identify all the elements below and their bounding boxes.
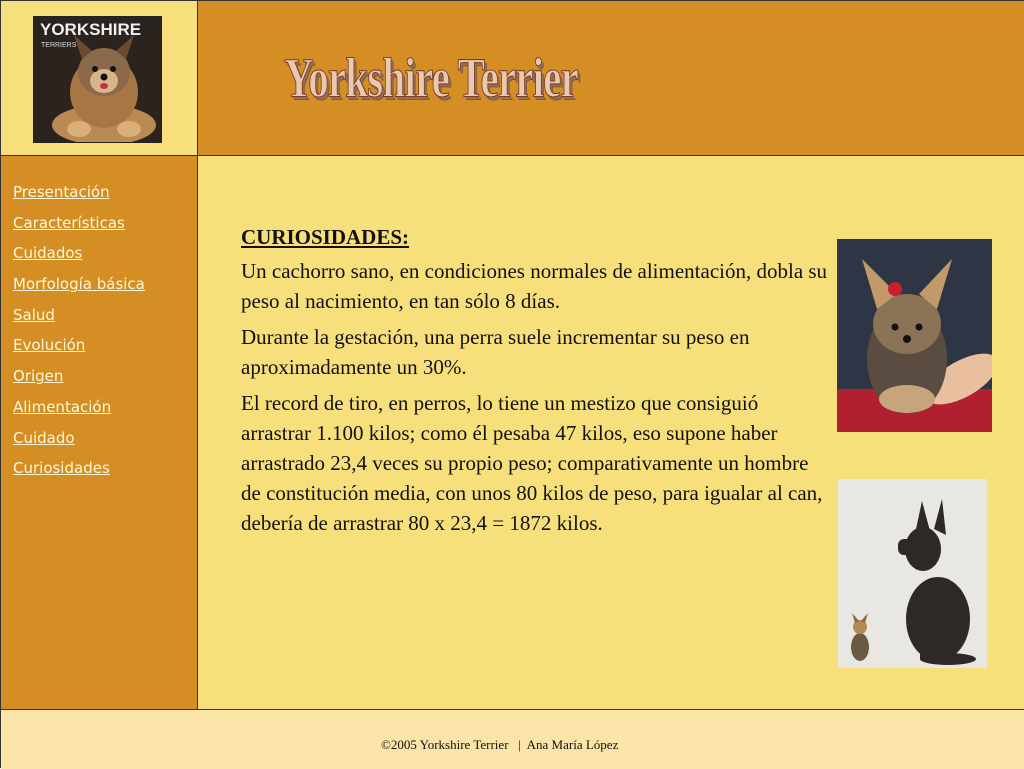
paragraph-1: Un cachorro sano, en condiciones normales de alimentación, dobla su peso al nacimiento, en tan sólo 8 días. <box>241 259 828 313</box>
nav-link-cuidados[interactable]: Cuidados <box>13 244 83 263</box>
nav-link-cuidado[interactable]: Cuidado <box>13 428 75 447</box>
logo-subtext: TERRIERS <box>41 42 77 49</box>
logo-text: YORKSHIRE <box>40 20 142 39</box>
nav-link-salud[interactable]: Salud <box>13 305 55 324</box>
sidebar-item-caracteristicas <box>13 213 145 244</box>
nav-link-caracteristicas[interactable]: Características <box>13 213 125 232</box>
nav-link-morfologia[interactable]: Morfología básica <box>13 275 145 294</box>
nav-link-origen[interactable]: Origen <box>13 367 64 386</box>
footer-copyright: ©2005 Yorkshire Terrier | Ana María López <box>381 737 619 752</box>
sidebar-item-salud <box>13 305 145 336</box>
paragraph-2: Durante la gestación, una perra suele incrementar su peso en aproximadamente un 30%. <box>241 325 750 379</box>
main-content-area <box>198 156 1024 709</box>
footer <box>1 709 1024 769</box>
logo-image[interactable] <box>33 16 162 143</box>
sidebar-item-morfologia <box>13 274 145 305</box>
logo-cell <box>1 1 198 156</box>
sidebar-item-evolucion <box>13 335 145 366</box>
nav-list <box>13 182 145 489</box>
nav-link-evolucion[interactable]: Evolución <box>13 336 86 355</box>
sidebar-item-curiosidades <box>13 458 145 489</box>
site-title: Yorkshire Terrier <box>284 46 578 109</box>
sidebar-item-cuidados <box>13 243 145 274</box>
nav-link-alimentacion[interactable]: Alimentación <box>13 397 112 416</box>
section-heading: CURIOSIDADES: <box>241 225 410 249</box>
header-banner <box>198 1 1024 156</box>
sidebar-item-presentacion <box>13 182 145 213</box>
nav-link-presentacion[interactable]: Presentación <box>13 183 110 201</box>
sidebar-nav <box>1 156 198 709</box>
article <box>241 222 833 544</box>
nav-link-curiosidades[interactable]: Curiosidades <box>13 459 110 478</box>
great-dane-and-yorkie-photo <box>838 479 987 668</box>
sidebar-item-alimentacion <box>13 397 145 428</box>
sidebar-item-cuidado <box>13 428 145 459</box>
dogs-size-comparison-illustration <box>838 479 987 668</box>
puppy-photo-illustration <box>837 239 992 432</box>
paragraph-3: El record de tiro, en perros, lo tiene un mestizo que consiguió arrastrar 1.100 kilos; como él pesaba 47 kilos, eso supone haber arrastrado 23,4 veces su propio peso; comparativamente un hombre de constitución media, con unos 80 kilos de peso, para igualar al can, debería de arrastrar 80 x 23,4 = 1872 kilos. <box>241 391 823 535</box>
yorkshire-puppy-photo <box>837 239 992 432</box>
sidebar-item-origen <box>13 366 145 397</box>
yorkshire-calendar-cover <box>34 17 162 143</box>
